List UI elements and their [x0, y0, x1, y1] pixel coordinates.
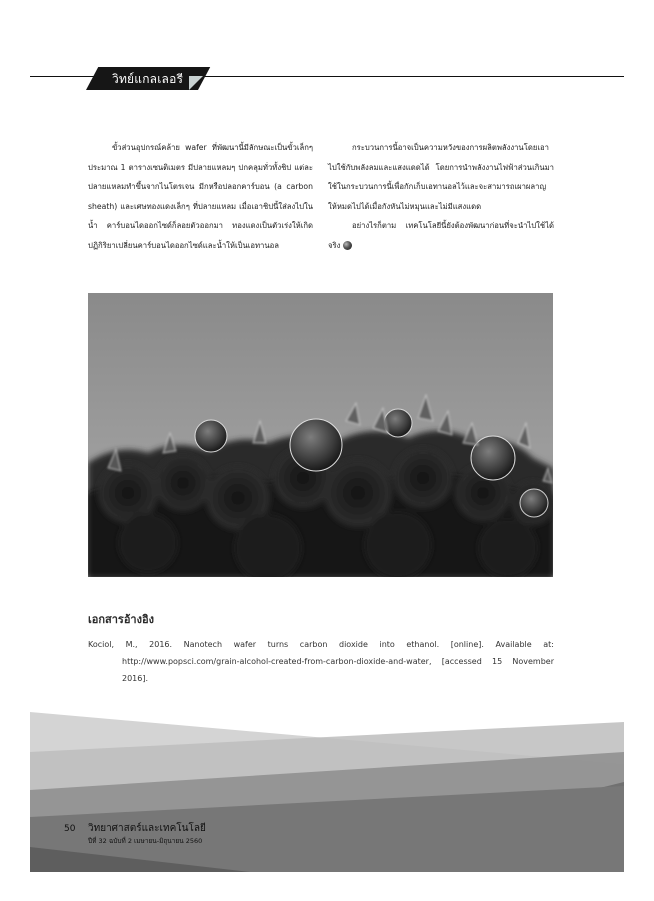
article-paragraph: กระบวนการนี้อาจเป็นความหวังของการผลิตพลังงานโดยเอาไปใช้กับพลังลมและแสงแดดได้ โดยการนำพลังงานไฟฟ้าส่วนเกินมาใช้ในกระบวนการนี้เพื่อกักเก็บเอทานอลไว้และจะสามารถเผาผลาญให้หมดไปได้เมื่อกังหันไม่หมุนและไม่มีแสงแดด: [328, 143, 554, 211]
footer-shapes: [30, 712, 624, 872]
reference-entry: Kociol, M., 2016. Nanotech wafer turns carbon dioxide into ethanol. [online]. Available at: http://www.popsci.com/grain-alcohol-created-from-carbon-dioxide-and-water, [accessed 15 November 2016].: [88, 640, 554, 683]
article-column-left: [88, 138, 313, 256]
article-paragraph-closing: [328, 216, 554, 255]
micrograph-image: [88, 293, 553, 577]
page-number: 50: [64, 824, 76, 834]
end-mark-icon: [343, 241, 352, 250]
section-label: วิทย์แกลเลอรี: [112, 72, 184, 86]
footer-graphic: [30, 712, 624, 872]
journal-title: วิทยาศาสตร์และเทคโนโลยี: [88, 823, 206, 834]
article-paragraph: ขั้วส่วนอุปกรณ์คล้าย wafer ที่พัฒนานี้มีลักษณะเป็นขั้วเล็กๆ ประมาณ 1 ตารางเซนติเมตร มีปลายแหลมๆ ปกคลุมทั่วทั้งชิป แต่ละปลายแหลมทำขึ้นจากไนโตรเจน มีกหรือปลอกคาร์บอน (a carbon sheath) และเศษทองแดงเล็กๆ ที่ปลายแหลม เมื่อเอาชิปนี้ใส่ลงไปในน้ำ คาร์บอนไดออกไซด์ก็ลอยตัวออกมา ทองแดงเป็นตัวเร่งให้เกิดปฏิกิริยาเปลี่ยนคาร์บอนไดออกไซด์และน้ำให้เป็นเอทานอล: [88, 143, 313, 250]
article-photo: [88, 293, 553, 577]
references-heading: เอกสารอ้างอิง: [88, 613, 154, 626]
journal-issue: ปีที่ 32 ฉบับที่ 2 เมษายน-มิถุนายน 2560: [88, 837, 203, 845]
closing-text: อย่างไรก็ตาม เทคโนโลยีนี้ยังต้องพัฒนาก่อนที่จะนำไปใช้ได้จริง: [328, 221, 554, 250]
article-column-right: [328, 138, 554, 256]
